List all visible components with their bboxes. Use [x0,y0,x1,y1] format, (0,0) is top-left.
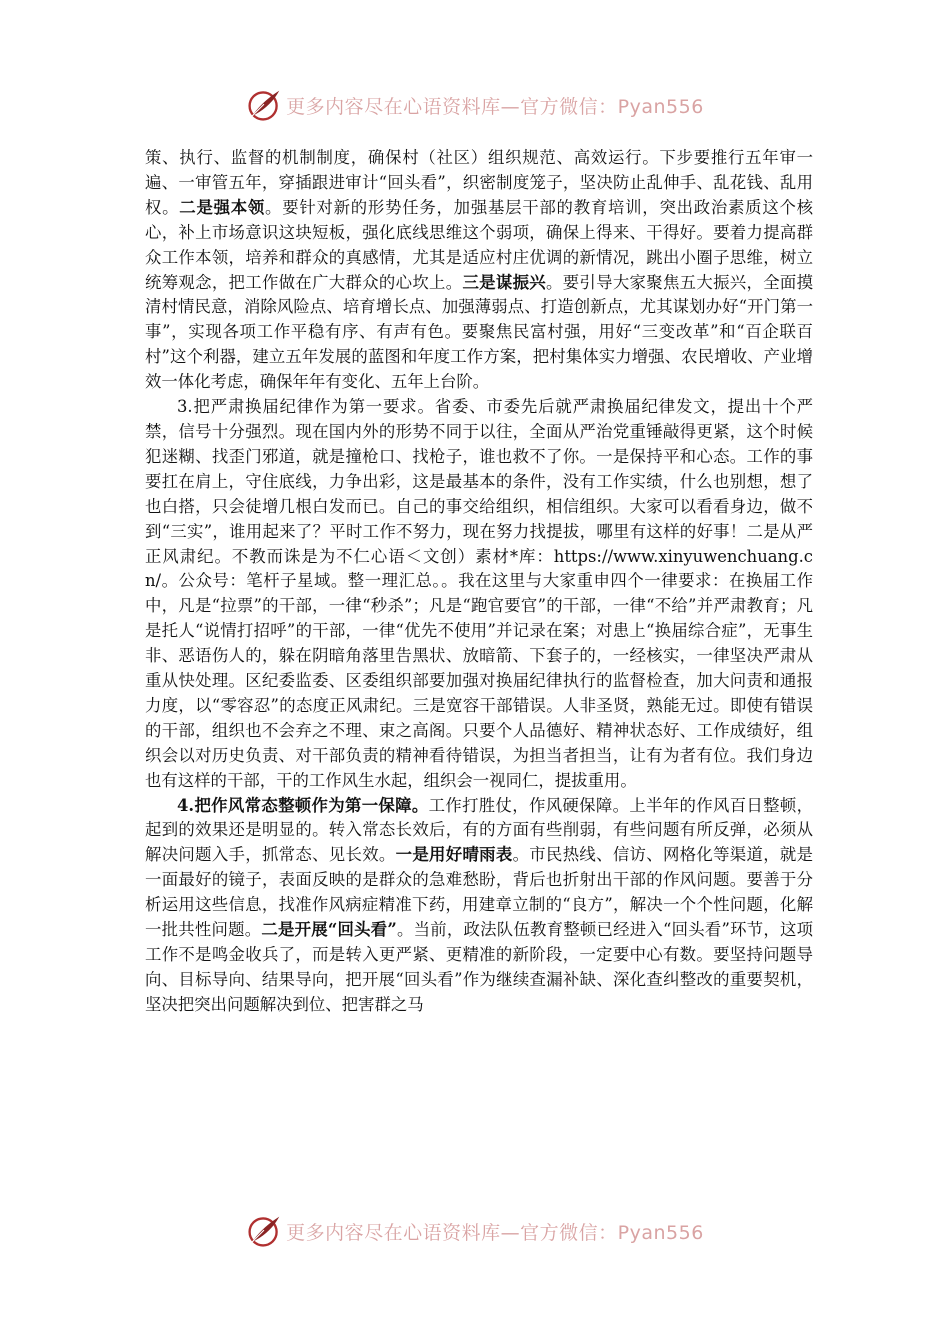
paragraph [145,146,813,395]
text-run: 3.把严肃换届纪律作为第一要求。省委、市委先后就严肃换届纪律发文，提出十个严禁，信号十分强烈。现在国内外的形势不同于以往，全面从严治党重锤敲得更紧，这个时候犯迷糊、找歪门邪道，就是撞枪口、找枪子，谁也救不了你。一是保持平和心态。工作的事要扛在肩上，守住底线，力争出彩，这是最基本的条件，没有工作实绩，什么也别想，想了也白搭，只会徒增几根白发而已。自己的事交给组织，相信组织。大家可以看看身边，做不到“三实”，谁用起来了？平时工作不努力，现在努力找提拔，哪里有这样的好事！二是从严正风肃纪。不教而诛是为不仁心语＜文创）素材*库：https://www.xinyuwenchuang.cn/。公众号：笔杆子星域。整一理汇总。。我在这里与大家重申四个一律要求：在换届工作中，凡是“拉票”的干部，一律“秒杀”；凡是“跑官要官”的干部，一律“不给”并严肃教育；凡是托人“说情打招呼”的干部，一律“优先不使用”并记录在案；对患上“换届综合症”，无事生非、恶语伤人的，躲在阴暗角落里告黑状、放暗箭、下套子的，一经核实，一律坚决严肃从重从快处理。区纪委监委、区委组织部要加强对换届纪律执行的监督检查，加大问责和通报力度，以“零容忍”的态度正风肃纪。三是宽容干部错误。人非圣贤，熟能无过。即使有错误的干部，组织也不会弃之不理、束之高阁。只要个人品德好、精神状态好、工作成绩好，组织会以对历史负责、对干部负责的精神看待错误，为担当者担当，让有为者有位。我们身边也有这样的干部，干的工作风生水起，组织会一视同仁，提拔重用。 [145,397,813,790]
feather-pen-logo-icon [246,87,282,123]
header-watermark-banner [0,80,950,130]
feather-pen-logo-icon [246,1213,282,1249]
text-run: 工作打胜仗，作风硬保障。上半年的作风百日整顿，起到的效果还是明显的。转入常态长效后，有的方面有些削弱，有些问题有所反弹，必须从解决问题入手，抓常态、见长效。 [145,795,813,865]
document-body [145,146,813,1018]
text-run: 。要针对新的形势任务，加强基层干部的教育培训，突出政治素质这个核心，补上市场意识这块短板，强化底线思维这个弱项，确保上得来、干得好。要着力提高群众工作本领，培养和群众的真感情，尤其是适应村庄优调的新情况，跳出小圈子思维，树立统筹观念，把工作做在广大群众的心坎上。 [145,197,814,292]
text-run: 。要引导大家聚焦五大振兴，全面摸清村情民意，消除风险点、培育增长点、加强薄弱点、打造创新点，尤其谋划办好“开门第一事”，实现各项工作平稳有序、有声有色。要聚焦民富村强，用好“三变改革”和“百企联百村”这个利器，建立五年发展的蓝图和年度工作方案，把村集体实力增强、农民增收、产业增效一体化考虑，确保年年有变化、五年上台阶。 [145,272,814,392]
bold-text-run: 二是开展“回头看” [261,920,397,940]
text-run: 策、执行、监督的机制制度，确保村（社区）组织规范、高效运行。下步要推行五年审一遍、一审管五年，穿插跟进审计“回头看”，织密制度笼子，坚决防止乱伸手、乱花钱、乱用权。 [145,148,813,217]
text-run: 。当前，政法队伍教育整顿已经进入“回头看”环节，这项工作不是鸣金收兵了，而是转入更严紧、更精准的新阶段，一定要中心有数。要坚持问题导向、目标导向、结果导向，把开展“回头看”作为继续查漏补缺、深化查纠整改的重要契机，坚决把突出问题解决到位、把害群之马 [145,920,814,1014]
bold-text-run: 4.把作风常态整顿作为第一保障。 [177,795,429,815]
text-run: 。市民热线、信访、网格化等渠道，就是一面最好的镜子，表面反映的是群众的急难愁盼，背后也折射出干部的作风问题。要善于分析运用这些信息，找准作风病症精准下药，用建章立制的“良方”，解决一个个性问题，化解一批共性问题。 [145,845,814,940]
bold-text-run: 三是谋振兴 [462,272,546,292]
bold-text-run: 二是强本领 [179,197,266,217]
paragraph [145,794,813,1018]
bold-text-run: 一是用好晴雨表 [395,845,513,865]
watermark-text: 更多内容尽在心语资料库—官方微信：Pyan556 [286,1221,704,1244]
watermark-text: 更多内容尽在心语资料库—官方微信：Pyan556 [286,95,704,118]
paragraph [145,395,813,794]
footer-watermark-banner [0,1206,950,1256]
